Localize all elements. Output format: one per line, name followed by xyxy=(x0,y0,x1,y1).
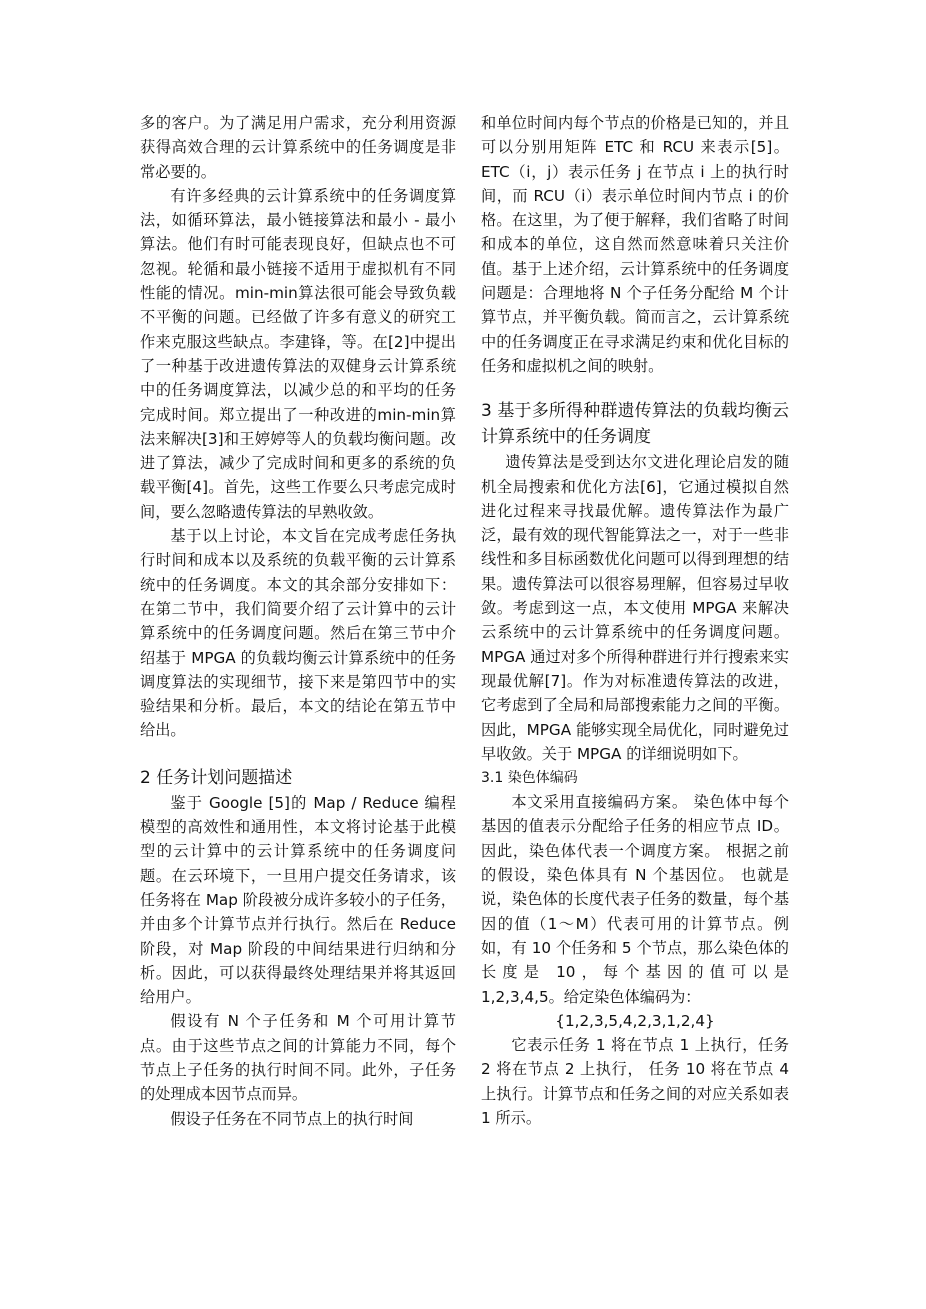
subsection-heading-3-1: 3.1 染色体编码 xyxy=(481,770,578,787)
paragraph: 有许多经典的云计算系统中的任务调度算法，如循环算法，最小链接算法和最小 - 最小算法。他们有时可能表现良好，但缺点也不可忽视。轮循和最小链接不适用于虚拟机有不同性能的情况。min-min算法很可能会导致负载不平衡的问题。已经做了许多有意义的研究工作来克服这些缺点。李建锋，等。在[2]中提出了一种基于改进遗传算法的双健身云计算系统中的任务调度算法，以减少总的和平均的任务完成时间。郑立提出了一种改进的min-min算法来解决[3]和王婷婷等人的负载均衡问题。改进了算法，减少了完成时间和更多的系统的负载平衡[4]。首先，这些工作要么只考虑完成时间，要么忽略遗传算法的早熟收敛。 xyxy=(140,186,456,521)
right-column xyxy=(481,111,789,1130)
paragraph: 假设有 N 个子任务和 M 个可用计算节点。由于这些节点之间的计算能力不同，每个节点上子任务的执行时间不同。此外，子任务的处理成本因节点而异。 xyxy=(140,1012,456,1104)
paragraph: 假设子任务在不同节点上的执行时间 xyxy=(170,1109,414,1128)
section-heading-2: 2 任务计划问题描述 xyxy=(140,767,293,788)
paragraph: 鉴于 Google [5]的 Map / Reduce 编程模型的高效性和通用性，本文将讨论基于此模型的云计算中的云计算系统中的任务调度问题。在云环境下，一旦用户提交任务请求，该任务将在 Map 阶段被分成许多较小的子任务，并由多个计算节点并行执行。然后在 Reduce 阶段，对 Map 阶段的中间结果进行归纳和分析。因此，可以获得最终处理结果并将其返回给用户。 xyxy=(140,793,456,1007)
section-heading-3: 3 基于多所得种群遗传算法的负载均衡云计算系统中的任务调度 xyxy=(481,401,789,448)
chromosome-encoding-formula: {1,2,3,5,4,2,3,1,2,4} xyxy=(555,1011,715,1030)
paragraph: 本文采用直接编码方案。 染色体中每个基因的值表示分配给子任务的相应节点 ID。 因此，染色体代表一个调度方案。 根据之前的假设，染色体具有 N 个基因位。 也就是说，染色体的长度代表子任务的数量，每个基因的值（1～M）代表可用的计算节点。例如，有 10 个任务和 5 个节点，那么染色体的长度是 10，每个基因的值可以是 1,2,3,4,5。给定染色体编码为： xyxy=(481,793,789,1006)
paragraph: 遗传算法是受到达尔文进化理论启发的随机全局搜索和优化方法[6]，它通过模拟自然进化过程来寻找最优解。遗传算法作为最广泛，最有效的现代智能算法之一，对于一些非线性和多目标函数优化问题可以得到理想的结果。遗传算法可以很容易理解，但容易过早收敛。考虑到这一点，本文使用 MPGA 来解决云系统中的云计算系统中的任务调度问题。 MPGA 通过对多个所得种群进行并行搜索来实现最优解[7]。作为对标准遗传算法的改进，它考虑到了全局和局部搜索能力之间的平衡。因此，MPGA 能够实现全局优化，同时避免过早收敛。关于 MPGA 的详细说明如下。 xyxy=(481,453,789,763)
paragraph: 和单位时间内每个节点的价格是已知的，并且可以分别用矩阵 ETC 和 RCU 来表示[5]。ETC（i，j）表示任务 j 在节点 i 上的执行时间，而 RCU（i）表示单位时间内节点 i 的价格。在这里，为了便于解释，我们省略了时间和成本的单位，这自然而然意味着只关注价值。基于上述介绍，云计算系统中的任务调度问题是：合理地将 N 个子任务分配给 M 个计算节点，并平衡负载。简而言之，云计算系统中的任务调度正在寻求满足约束和优化目标的任务和虚拟机之间的映射。 xyxy=(481,114,789,375)
paragraph: 它表示任务 1 将在节点 1 上执行，任务 2 将在节点 2 上执行， 任务 10 将在节点 4 上执行。计算节点和任务之间的对应关系如表 1 所示。 xyxy=(481,1036,789,1127)
left-column xyxy=(140,111,456,1131)
paragraph: 多的客户。为了满足用户需求，充分利用资源获得高效合理的云计算系统中的任务调度是非常必要的。 xyxy=(140,114,456,181)
paragraph: 基于以上讨论，本文旨在完成考虑任务执行时间和成本以及系统的负载平衡的云计算系统中的任务调度。本文的其余部分安排如下：在第二节中，我们简要介绍了云计算中的云计算系统中的任务调度问题。然后在第三节中介绍基于 MPGA 的负载均衡云计算系统中的任务调度算法的实现细节，接下来是第四节中的实验结果和分析。最后，本文的结论在第五节中给出。 xyxy=(140,527,456,740)
